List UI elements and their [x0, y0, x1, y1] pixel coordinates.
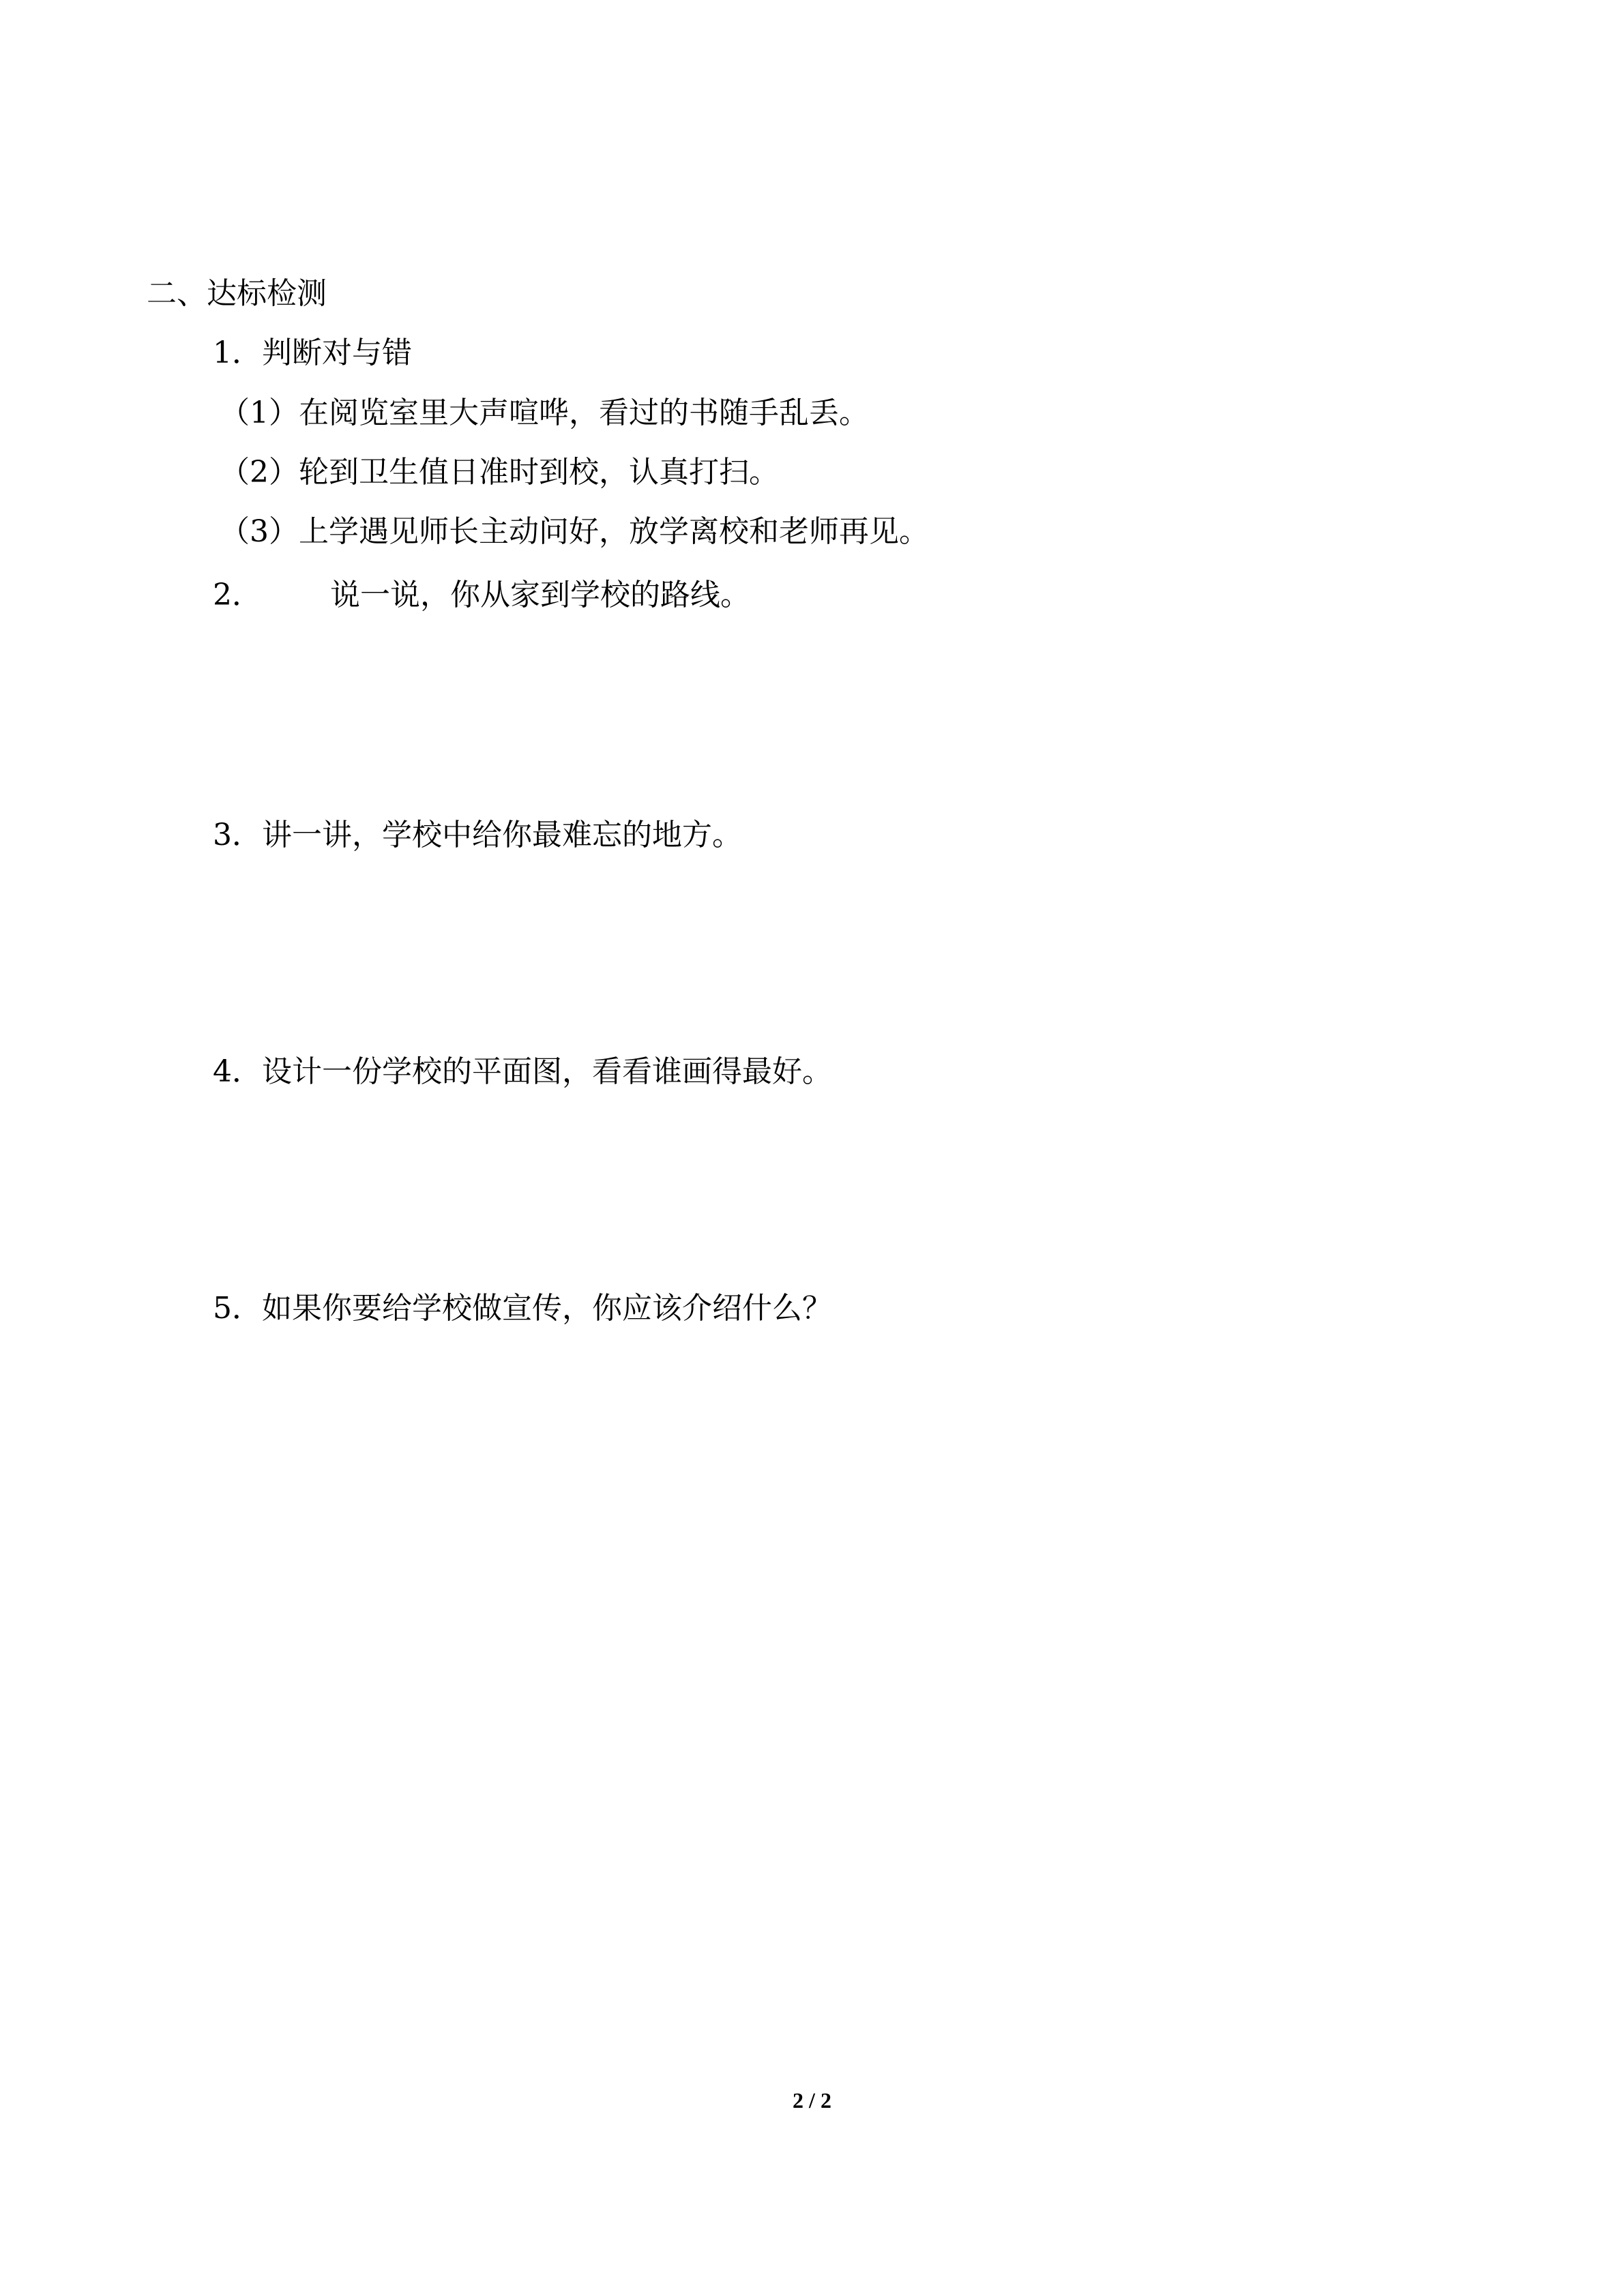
question-text: 讲一讲，学校中给你最难忘的地方。 [262, 818, 742, 852]
question-text: 设计一份学校的平面图，看看谁画得最好。 [262, 1054, 832, 1089]
section-heading: 二、达标检测 [147, 276, 327, 311]
question-1 [213, 334, 412, 372]
question-text: 如果你要给学校做宣传，你应该介绍什么？ [262, 1291, 832, 1326]
question-text: 说一说，你从家到学校的路线。 [330, 578, 750, 612]
question-1-item-3: （3）上学遇见师长主动问好，放学离校和老师再见。 [220, 514, 929, 549]
page-number: 2 / 2 [793, 2088, 831, 2113]
question-number: 4． [213, 1054, 262, 1089]
question-number: 5． [213, 1291, 262, 1326]
question-1-item-2: （2）轮到卫生值日准时到校，认真打扫。 [220, 455, 779, 490]
question-1-item-1: （1）在阅览室里大声喧哗，看过的书随手乱丢。 [220, 396, 869, 430]
question-number: 2． [213, 578, 262, 612]
question-text: 判断对与错 [262, 336, 412, 370]
question-2 [213, 576, 750, 614]
question-5 [213, 1289, 832, 1328]
question-number: 1． [213, 336, 262, 370]
question-number: 3． [213, 818, 262, 852]
question-4 [213, 1053, 832, 1091]
question-3 [213, 816, 742, 854]
